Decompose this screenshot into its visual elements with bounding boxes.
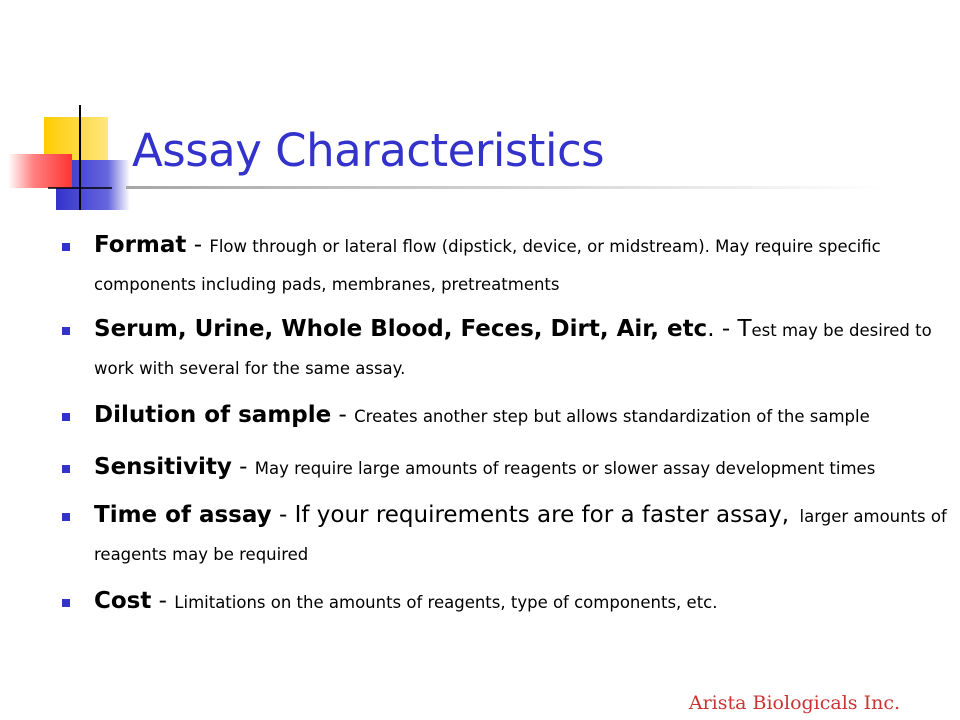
bullet-heading: Cost (94, 588, 152, 614)
bullet-list (60, 226, 953, 622)
bullet-square-icon (62, 327, 70, 335)
title-decoration-graphic (0, 0, 140, 220)
bullet-item-sensitivity (60, 448, 950, 488)
bullet-heading: Format (94, 232, 187, 258)
bullet-heading: Serum, Urine, Whole Blood, Feces, Dirt, Air, etc (94, 316, 708, 342)
bullet-separator: - (271, 502, 295, 528)
bullet-separator: - (331, 402, 355, 428)
bullet-square-icon (62, 599, 70, 607)
bullet-item-format (60, 226, 950, 304)
bullet-heading: Dilution of sample (94, 402, 332, 428)
bullet-square-icon (62, 243, 70, 251)
bullet-separator: - (151, 588, 175, 614)
bullet-lead-letter: T (737, 316, 752, 342)
bullet-separator: - (231, 454, 255, 480)
slide-title: Assay Characteristics (132, 124, 605, 177)
bullet-text: larger amounts of reagents may be required (94, 507, 953, 564)
bullet-item-sample-types (60, 310, 950, 388)
footer-company-name: Arista Biologicals Inc. (688, 692, 900, 714)
bullet-square-icon (62, 413, 70, 421)
bullet-square-icon (62, 465, 70, 473)
bullet-item-dilution (60, 396, 950, 436)
bullet-item-cost (60, 582, 950, 622)
bullet-item-time-of-assay (60, 496, 953, 574)
bullet-separator: . - (707, 316, 738, 342)
bullet-separator: - (186, 232, 210, 258)
bullet-text: Creates another step but allows standardization of the sample (354, 407, 870, 426)
bullet-text: May require large amounts of reagents or slower assay development times (254, 459, 876, 478)
bullet-heading: Sensitivity (94, 454, 232, 480)
title-underline-rule (126, 186, 886, 189)
bullet-heading: Time of assay (94, 502, 272, 528)
bullet-text: est may be desired to work with several for the same assay. (94, 321, 932, 378)
bullet-text: Flow through or lateral flow (dipstick, device, or midstream). May require specific components including pads, membranes, pretreatments (94, 237, 881, 294)
bullet-text: Limitations on the amounts of reagents, type of components, etc. (174, 593, 718, 612)
bullet-square-icon (62, 513, 70, 521)
bullet-large-text: If your requirements are for a faster assay, (294, 502, 790, 528)
